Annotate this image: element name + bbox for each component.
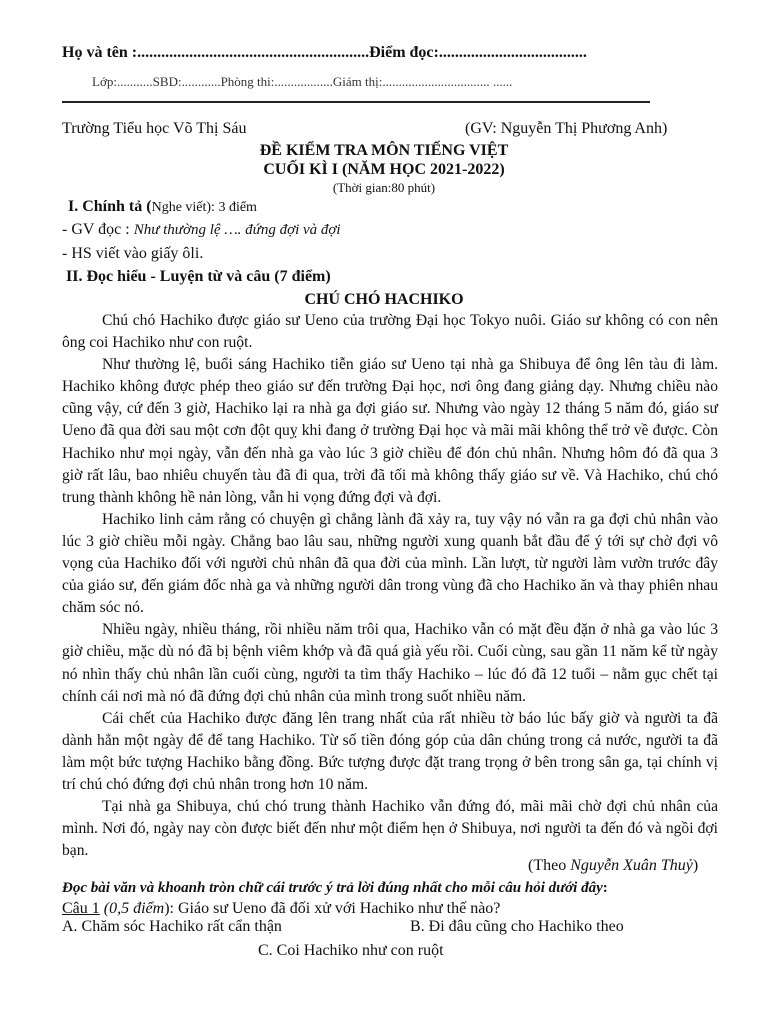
story-paragraph: Cái chết của Hachiko được đăng lên trang nhất của rất nhiều tờ báo lúc bấy giờ và người ta đã dành hẳn một ngày để để tang Hachiko. Từ số tiền đóng góp của dân chúng trong cả nước, người ta đã làm một bức tượng Hachiko bằng đồng. Bức tượng được đặt trang trọng ở bên trong sân ga, tại chính vị trí chú chó đứng đợi chủ nhân trong hơn 10 năm. [62, 709, 718, 793]
exam-subtitle: CUỐI KÌ I (NĂM HỌC 2021-2022) [263, 161, 505, 178]
story-paragraph: Chú chó Hachiko được giáo sư Ueno của trường Đại học Tokyo nuôi. Giáo sư không có con nên ông coi Hachiko như con ruột. [62, 312, 718, 352]
instructions-colon: : [602, 880, 608, 896]
exam-title: ĐỀ KIỂM TRA MÔN TIẾNG VIỆT [259, 142, 509, 159]
name-score-line: Họ và tên :..........................................................Điểm đọc:..................................... [62, 44, 587, 61]
story-paragraph: Hachiko linh cảm rằng có chuyện gì chẳng lành đã xảy ra, tuy vậy nó vẫn ra ga đợi chủ nhân vào lúc 3 giờ chiều mỗi ngày. Chẳng bao lâu sau, những người xung quanh bắt đầu để ý tới sự chờ đợi vô vọng của Hachiko đối với người chủ nhân đã qua đời của mình. Lần lượt, từ người làm vườn trước đây của giáo sư, đến giám đốc nhà ga và những người dân trong vùng đã cho Hachiko ăn và thay phiên nhau chăm sóc nó. [62, 510, 718, 617]
gv-text: Như thường lệ …. đứng đợi và đợi [133, 222, 341, 238]
school-name: Trường Tiểu học Võ Thị Sáu [62, 120, 247, 137]
question1 [62, 900, 500, 918]
story-title: CHÚ CHÓ HACHIKO [304, 291, 464, 308]
question1-text: ): Giáo sư Ueno đã đối xử với Hachiko như thế nào? [164, 900, 501, 917]
story-paragraph: Tại nhà ga Shibuya, chú chó trung thành Hachiko vẫn đứng đó, mãi mãi chờ đợi chủ nhân của mình. Nơi đó, ngày nay còn được biết đến như một điểm hẹn ở Shibuya, nơi người ta đến đó và ngồi đợi bạn. [62, 798, 718, 860]
question1-points: (0,5 điểm [103, 900, 165, 917]
source-prefix: (Theo [528, 857, 571, 874]
instructions-text: Đọc bài văn và khoanh tròn chữ cái trước ý trả lời đúng nhất cho mỗi câu hỏi dưới đây [62, 880, 603, 896]
gv-prefix: - GV đọc : [62, 221, 134, 238]
option-b[interactable]: B. Đi đâu cũng cho Hachiko theo [410, 918, 624, 935]
story-paragraph: Nhiều ngày, nhiều tháng, rồi nhiều năm trôi qua, Hachiko vẫn có mặt đều đặn ở nhà ga vào lúc 3 giờ chiều, mặc dù nó đã bị bệnh viêm khớp và đã quá già yếu rồi. Cuối cùng, sau gần 11 năm kể từ ngày nó nhìn thấy chủ nhân lần cuối cùng, người ta tìm thấy Hachiko – lúc đó đã 12 tuổi – nằm gục chết tại chính cái nơi mà nó đã đứng đợi chủ nhân của mình trong suốt nhiều năm. [62, 621, 718, 705]
teacher-name: (GV: Nguyễn Thị Phương Anh) [465, 120, 668, 137]
story-body [62, 310, 718, 862]
section2-heading: II. Đọc hiểu - Luyện từ và câu (7 điểm) [66, 268, 331, 285]
story-paragraph: Như thường lệ, buổi sáng Hachiko tiễn giáo sư Ueno tại nhà ga Shibuya để ông lên tàu đi làm. Hachiko không được phép theo giáo sư đến trường Đại học, nơi ông đang giảng dạy. Nhưng chiều nào cũng vậy, cứ đến 3 giờ, Hachiko lại ra nhà ga đợi giáo sư. Nhưng vào ngày 12 tháng 5 năm đó, giáo sư Ueno đã qua đời sau một cơn đột quỵ khi đang ở trường Đại học và mãi mãi không thể trở về được. Còn Hachiko như mọi ngày, vẫn đến nhà ga vào lúc 3 giờ chiều để đón chủ nhân. Nhưng hôm đó đã qua 3 giờ rất lâu, bao nhiêu chuyến tàu đã đi qua, trời đã tối mà không thấy giáo sư về. Và Hachiko, chú chó trung thành không hề nản lòng, vẫn hi vọng đứng đợi và đợi. [62, 356, 718, 506]
hs-writing-line: - HS viết vào giấy ôli. [62, 245, 204, 262]
source-author: Nguyễn Xuân Thuỷ [570, 857, 693, 874]
gv-reading-line [62, 221, 341, 239]
option-a[interactable]: A. Chăm sóc Hachiko rất cẩn thận [62, 918, 282, 935]
question1-label: Câu 1 [62, 900, 100, 917]
section1-heading: I. Chính tả ( [68, 198, 152, 215]
section1-heading-line [68, 198, 257, 216]
section1-note: Nghe viết): 3 điểm [151, 200, 257, 215]
option-c[interactable]: C. Coi Hachiko như con ruột [258, 942, 444, 959]
exam-time: (Thời gian:80 phút) [332, 180, 436, 195]
instructions-line [62, 880, 608, 897]
class-info-line: Lớp:...........SBD:............Phòng thi:..................Giám thị:................................. ...... [92, 74, 513, 89]
source-suffix: ) [692, 857, 699, 874]
story-source [528, 857, 698, 875]
header-divider [62, 101, 650, 103]
